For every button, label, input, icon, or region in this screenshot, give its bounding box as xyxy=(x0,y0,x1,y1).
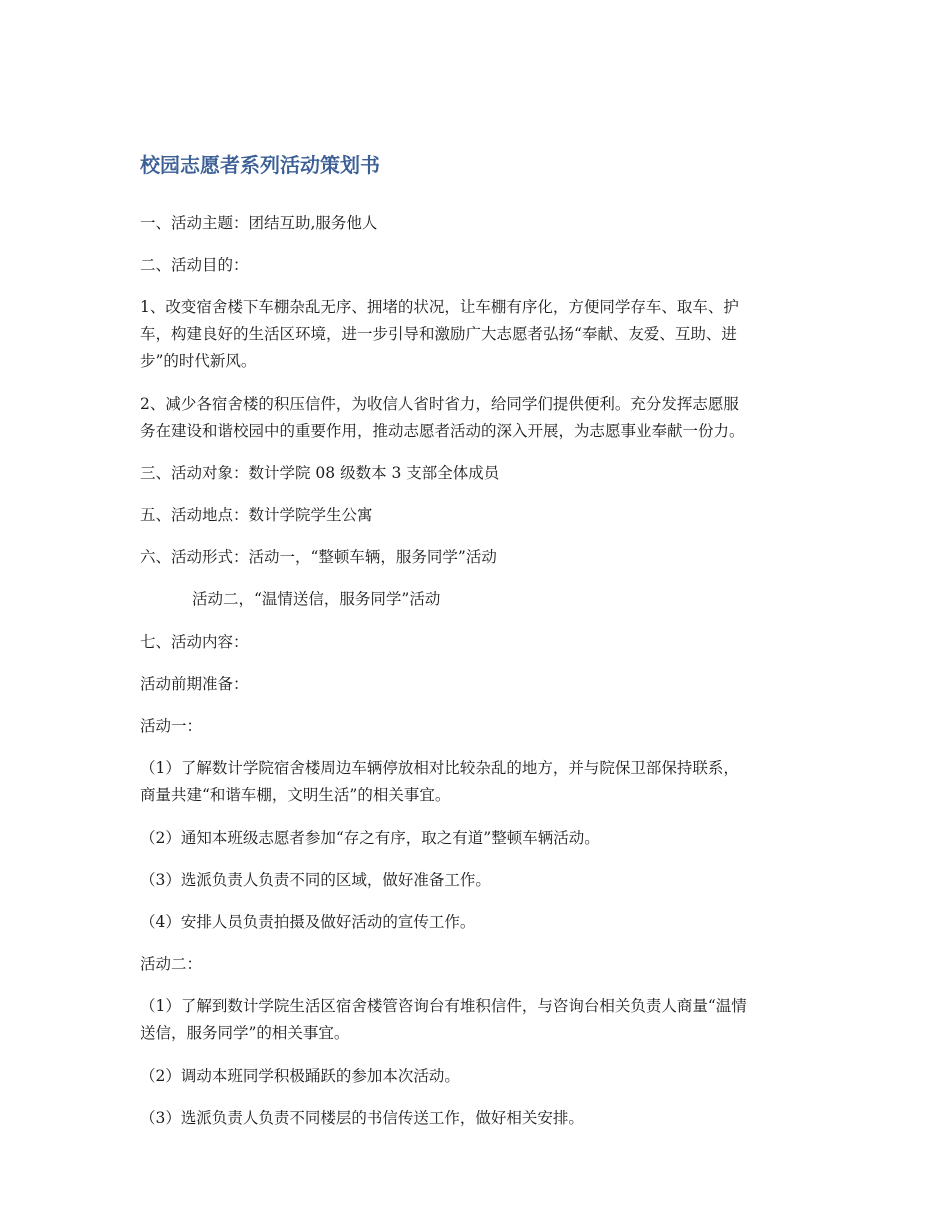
paragraph-line: 车，构建良好的生活区环境，进一步引导和激励广大志愿者弘扬“奉献、友爱、互助、进 xyxy=(140,325,737,343)
paragraph-line: （2）调动本班同学积极踊跃的参加本次活动。 xyxy=(140,1067,460,1085)
paragraph-line: 三、活动对象：数计学院 08 级数本 3 支部全体成员 xyxy=(140,464,500,482)
paragraph-line: 活动二，“温情送信，服务同学”活动 xyxy=(192,590,441,608)
paragraph-activity2-heading xyxy=(140,951,202,978)
paragraph-line: （3）选派负责人负责不同楼层的书信传送工作，做好相关安排。 xyxy=(140,1109,584,1127)
paragraph-line: （2）通知本班级志愿者参加“存之有序，取之有道”整顿车辆活动。 xyxy=(140,829,600,847)
paragraph-form-2 xyxy=(140,586,440,613)
paragraph-line: 2、减少各宿舍楼的积压信件，为收信人省时省力，给同学们提供便利。充分发挥志愿服 xyxy=(140,395,739,413)
paragraph-form xyxy=(140,544,497,571)
paragraph-line: 一、活动主题：团结互助,服务他人 xyxy=(140,214,378,232)
document-page xyxy=(140,150,810,1127)
paragraph-content-heading xyxy=(140,629,249,656)
paragraph-a1-2 xyxy=(140,825,600,852)
paragraph-line: 五、活动地点：数计学院学生公寓 xyxy=(140,506,373,524)
paragraph-a2-3 xyxy=(140,1105,584,1132)
paragraph-line: （3）选派负责人负责不同的区域，做好准备工作。 xyxy=(140,871,491,889)
paragraph-a1-4 xyxy=(140,909,475,936)
paragraph-purpose-2 xyxy=(140,391,745,445)
paragraph-a1-1 xyxy=(140,755,739,809)
paragraph-line: 活动二： xyxy=(140,955,203,973)
paragraph-line: 二、活动目的： xyxy=(140,256,249,274)
paragraph-line: 活动前期准备： xyxy=(140,675,249,693)
paragraph-prep-heading xyxy=(140,671,249,698)
paragraph-line: 商量共建“和谐车棚，文明生活”的相关事宜。 xyxy=(140,786,451,804)
document-title: 校园志愿者系列活动策划书 xyxy=(140,153,380,177)
paragraph-theme xyxy=(140,210,377,237)
paragraph-line: 活动一： xyxy=(140,717,203,735)
paragraph-line: （1）了解到数计学院生活区宿舍楼管咨询台有堆积信件，与咨询台相关负责人商量“温情 xyxy=(140,997,747,1015)
paragraph-purpose-heading xyxy=(140,252,249,279)
paragraph-line: 送信，服务同学”的相关事宜。 xyxy=(140,1024,350,1042)
paragraph-purpose-1 xyxy=(140,294,739,375)
paragraph-line: 1、改变宿舍楼下车棚杂乱无序、拥堵的状况，让车棚有序化，方便同学存车、取车、护 xyxy=(140,298,739,316)
paragraph-line: 七、活动内容： xyxy=(140,633,249,651)
paragraph-target xyxy=(140,460,499,487)
paragraph-a1-3 xyxy=(140,867,491,894)
paragraph-line: 步”的时代新风。 xyxy=(140,352,257,370)
paragraph-line: 务在建设和谐校园中的重要作用，推动志愿者活动的深入开展，为志愿事业奉献一份力。 xyxy=(140,422,745,440)
paragraph-location xyxy=(140,502,373,529)
paragraph-activity1-heading xyxy=(140,713,202,740)
paragraph-line: （4）安排人员负责拍摄及做好活动的宣传工作。 xyxy=(140,913,476,931)
paragraph-a2-1 xyxy=(140,993,747,1047)
paragraph-line: 六、活动形式：活动一，“整顿车辆，服务同学”活动 xyxy=(140,548,497,566)
paragraph-line: （1）了解数计学院宿舍楼周边车辆停放相对比较杂乱的地方，并与院保卫部保持联系， xyxy=(140,759,739,777)
paragraph-a2-2 xyxy=(140,1063,460,1090)
